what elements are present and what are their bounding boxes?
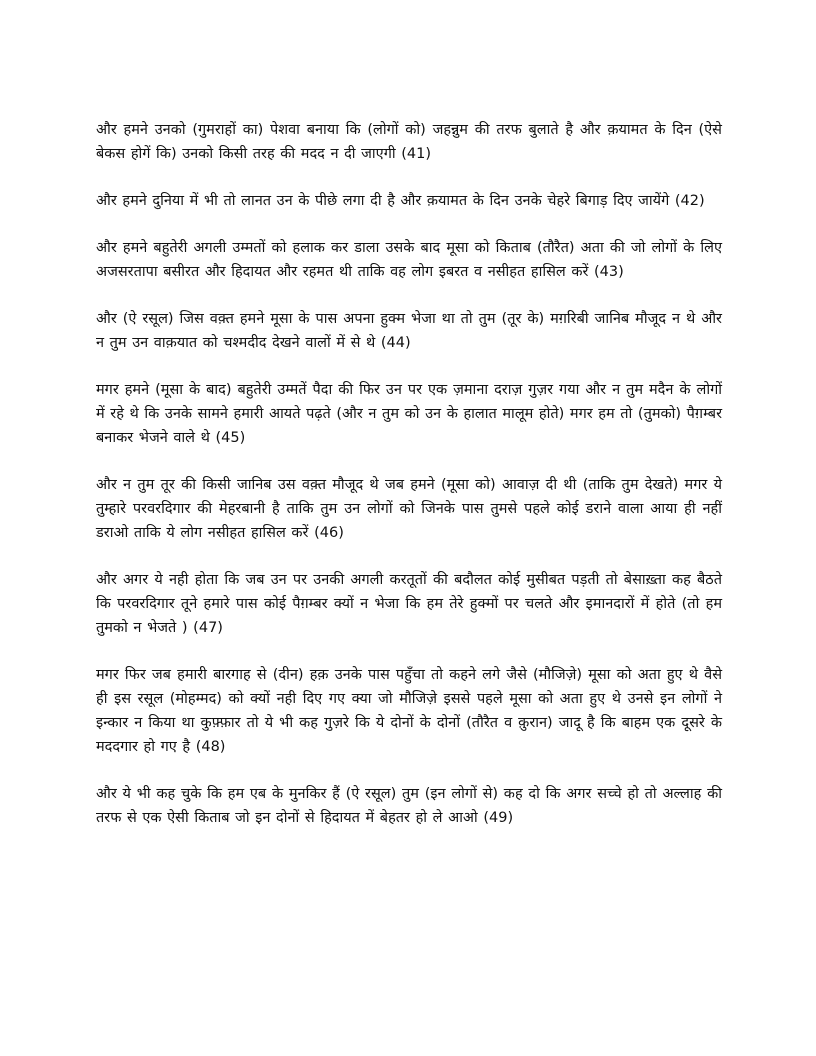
paragraph-45: मगर हमने (मूसा के बाद) बहुतेरी उम्मतें पैदा की फिर उन पर एक ज़माना दराज़ गुज़र गया और न तुम मदैन के लोगों में रहे थे कि उनके सामने हमारी आयते पढ़ते (और न तुम को उन के हालात मालूम होते) मगर हम तो (तुमको) पैग़म्बर बनाकर भेजने वाले थे (45)	[96, 382, 722, 446]
paragraph-49: और ये भी कह चुके कि हम एब के मुनकिर हैं (ऐ रसूल) तुम (इन लोगों से) कह दो कि अगर सच्चे हो तो अल्लाह की तरफ से एक ऐसी किताब जो इन दोनों से हिदायत में बेहतर हो ले आओ (49)	[96, 786, 722, 826]
paragraph-47: और अगर ये नही होता कि जब उन पर उनकी अगली करतूतों की बदौलत कोई मुसीबत पड़ती तो बेसाख़्ता कह बैठते कि परवरदिगार तूने हमारे पास कोई पैग़म्बर क्यों न भेजा कि हम तेरे हुक्मों पर चलते और इमानदारों में होते (तो हम तुमको न भेजते ) (47)	[96, 572, 722, 636]
paragraph-41: और हमने उनको (गुमराहों का) पेशवा बनाया कि (लोगों को) जहन्नुम की तरफ बुलाते है और क़यामत के दिन (ऐसे बेकस होगें कि) उनको किसी तरह की मदद न दी जाएगी (41)	[96, 122, 722, 162]
paragraph-44: और (ऐ रसूल) जिस वक़्त हमने मूसा के पास अपना हुक्म भेजा था तो तुम (तूर के) मग़रिबी जानिब मौजूद न थे और न तुम उन वाक़यात को चश्मदीद देखने वालों में से थे (44)	[96, 311, 722, 351]
paragraph-48: मगर फिर जब हमारी बारगाह से (दीन) हक़ उनके पास पहुँचा तो कहने लगे जैसे (मौजिज़े) मूसा को अता हुए थे वैसे ही इस रसूल (मोहम्मद) को क्यों नही दिए गए क्या जो मौजिज़े इससे पहले मूसा को अता हुए थे उनसे इन लोगों ने इन्कार न किया था कुफ़्फ़ार तो ये भी कह गुज़रे कि ये दोनों के दोनों (तौरैत व क़ुरान) जादू है कि बाहम एक दूसरे के मददगार हो गए है (48)	[96, 667, 722, 755]
paragraph-43: और हमने बहुतेरी अगली उम्मतों को हलाक कर डाला उसके बाद मूसा को किताब (तौरैत) अता की जो लोगों के लिए अजसरतापा बसीरत और हिदायत और रहमत थी ताकि वह लोग इबरत व नसीहत हासिल करें (43)	[96, 240, 722, 280]
paragraph-42: और हमने दुनिया में भी तो लानत उन के पीछे लगा दी है और क़यामत के दिन उनके चेहरे बिगाड़ दिए जायेंगे (42)	[96, 193, 705, 209]
paragraph-46: और न तुम तूर की किसी जानिब उस वक़्त मौजूद थे जब हमने (मूसा को) आवाज़ दी थी (ताकि तुम देखते) मगर ये तुम्हारे परवरदिगार की मेहरबानी है ताकि तुम उन लोगों को जिनके पास तुमसे पहले कोई डराने वाला आया ही नहीं डराओ ताकि ये लोग नसीहत हासिल करें (46)	[96, 477, 722, 541]
document-body	[96, 118, 722, 853]
